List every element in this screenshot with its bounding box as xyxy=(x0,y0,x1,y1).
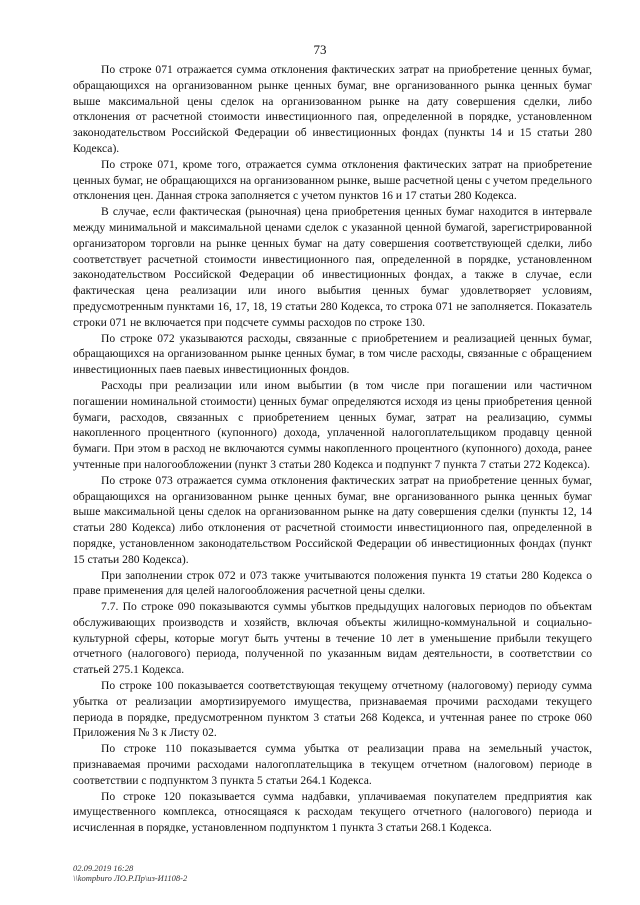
paragraph-disposal-expenses: Расходы при реализации или ином выбытии (в том числе при погашении или частичном погашении номинальной стоимости) ценных бумаг определяются исходя из цены приобретения ценной бумаги, расходов, связанных с приобретением ценных бумаг, затрат на реализацию, суммы накопленного процентного (купонного) дохода, уплаченной налогоплательщиком продавцу ценной бумаги. При этом в расход не включаются суммы накопленного процентного (купонного) дохода, ранее учтенные при налогообложении (пункт 3 статьи 280 Кодекса и подпункт 7 пункта 7 статьи 272 Кодекса). xyxy=(73,378,592,471)
paragraph-market-price-case: В случае, если фактическая (рыночная) цена приобретения ценных бумаг находится в интервале между минимальной и максимальной ценами сделок с указанной ценной бумагой, зарегистрированной организатором торговли на рынке ценных бумаг на дату совершения соответствующей сделки, либо соответствует расчетной стоимости инвестиционного пая, определенной в порядке, установленном законодательством Российской Федерации об инвестиционных фондах, а также в случае, если фактическая цена реализации или иного выбытия ценных бумаг удовлетворяет условиям, предусмотренным пунктами 16, 17, 18, 19 статьи 280 Кодекса, то строка 071 не заполняется. Показатель строки 071 не включается при подсчете суммы расходов по строке 130. xyxy=(73,205,592,329)
paragraph-line-100: По строке 100 показывается соответствующая текущему отчетному (налоговому) периоду сумма убытка от реализации амортизируемого имущества, признаваемая прочими расходами текущего периода в порядке, предусмотренном пунктом 3 статьи 268 Кодекса, и учтенная ранее по строке 060 Приложения № 3 к Листу 02. xyxy=(73,679,592,740)
paragraph-section-7-7-line-090: 7.7. По строке 090 показываются суммы убытков предыдущих налоговых периодов по объектам обслуживающих производств и хозяйств, включая объекты жилищно-коммунальной и социально-культурной сферы, которые могут быть учтены в течение 10 лет в уменьшение прибыли текущего отчетного (налогового) периода, полученной по указанным видам деятельности, в соответствии со статьей 275.1 Кодекса. xyxy=(73,600,592,677)
paragraph-line-071: По строке 071 отражается сумма отклонения фактических затрат на приобретение ценных бумаг, обращающихся на организованном рынке ценных бумаг, вне организованного рынка ценных бумаг выше максимальной цены сделок на организованном рынке на дату совершения сделки, либо отклонения от расчетной стоимости инвестиционного пая, определенной в порядке, установленном законодательством Российской Федерации об инвестиционных фондах (пункты 14 и 15 статьи 280 Кодекса). xyxy=(73,63,592,155)
footer-date: 02.09.2019 16:28 xyxy=(73,863,134,873)
paragraph-line-120: По строке 120 показывается сумма надбавки, уплачиваемая покупателем предприятия как имущественного комплекса, относящаяся к расходам текущего отчетного (налогового) периода и исчисленная в порядке, установленном подпунктом 1 пункта 3 статьи 268.1 Кодекса. xyxy=(73,789,592,835)
footer-path: \\kompburo ЛО.Р.Пр\из-И1108-2 xyxy=(73,873,188,883)
document-body xyxy=(73,62,592,836)
paragraph-lines-072-073: При заполнении строк 072 и 073 также учитываются положения пункта 19 статьи 280 Кодекса о праве применения для целей налогообложения расчетной цены сделки. xyxy=(73,568,592,598)
paragraph-line-071-extra: По строке 071, кроме того, отражается сумма отклонения фактических затрат на приобретение ценных бумаг, не обращающихся на организованном рынке, выше расчетной цены с учетом предельного отклонения цен. Данная строка заполняется с учетом пунктов 16 и 17 статьи 280 Кодекса. xyxy=(73,157,592,203)
paragraph-line-072: По строке 072 указываются расходы, связанные с приобретением и реализацией ценных бумаг, обращающихся на организованном рынке ценных бумаг, в том числе расходы, связанные с обращением инвестиционных паев паевых инвестиционных фондов. xyxy=(73,331,592,377)
page-footer xyxy=(73,863,187,883)
paragraph-line-110: По строке 110 показывается сумма убытка от реализации права на земельный участок, признаваемая прочими расходами налогоплательщика в текущем отчетном (налоговом) периоде в соответствии с подпунктом 3 пункта 5 статьи 264.1 Кодекса. xyxy=(73,742,592,787)
paragraph-line-073: По строке 073 отражается сумма отклонения фактических затрат на приобретение ценных бумаг, обращающихся на организованном рынке ценных бумаг, вне организованного рынка ценных бумаг выше максимальной цены сделок на организованном рынке на дату совершения сделки (пункты 12, 14 статьи 280 Кодекса) либо отклонения от расчетной стоимости инвестиционного пая, определенной в порядке, установленном законодательством Российской Федерации об инвестиционных фондах (пункт 15 статьи 280 Кодекса). xyxy=(73,473,592,566)
page-number: 73 xyxy=(313,42,327,57)
